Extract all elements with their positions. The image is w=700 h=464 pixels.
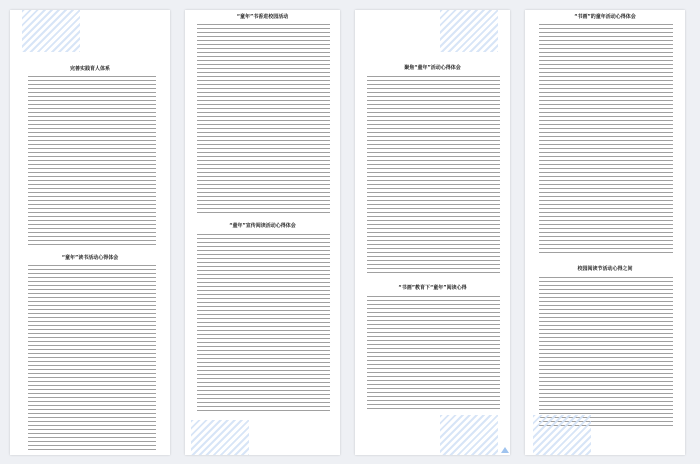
stripe-decoration [440,10,498,52]
section-heading: 校园阅读节活动心得之间 [577,266,633,272]
section-heading: “书画”教育下“童年”阅读心得 [398,285,467,291]
document-page-4 [525,10,685,455]
body-text [197,234,330,414]
triangle-icon [501,447,509,453]
section-heading: “书画”的童年活动心得体会 [574,14,636,20]
section-heading: “童年”宣传阅读活动心得体会 [229,223,296,229]
body-text [539,24,673,254]
body-text [197,24,330,214]
section-heading: “童年”读书活动心得体会 [61,255,119,261]
body-text [539,277,673,427]
stripe-decoration [440,415,498,455]
document-page-1 [10,10,170,455]
stripe-decoration [533,415,591,455]
body-text [367,76,500,276]
body-text [28,265,156,450]
section-heading: 聚焦“童年”活动心得体会 [404,65,461,71]
stripe-decoration [191,420,249,455]
section-heading: 完善实践育人体系 [69,66,110,72]
document-page-3 [355,10,510,455]
body-text [28,76,156,246]
body-text [367,296,500,411]
stripe-decoration [22,10,80,52]
document-page-2 [185,10,340,455]
section-heading: “童年”书香进校园活动 [236,14,289,20]
